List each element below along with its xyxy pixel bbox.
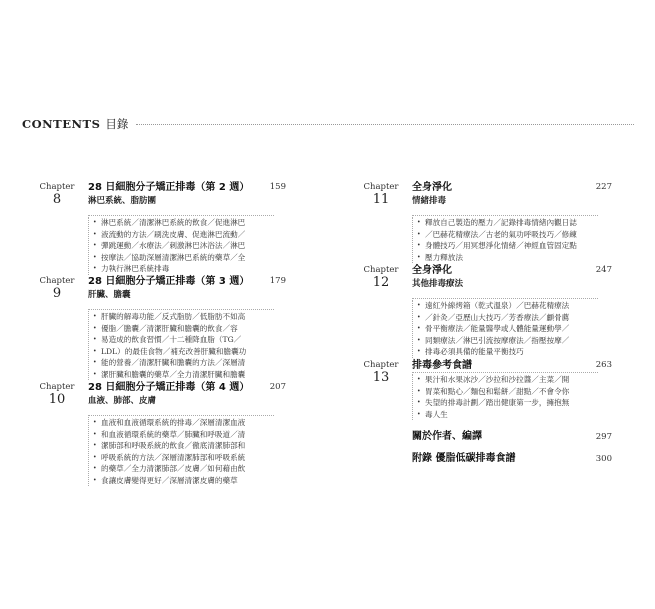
topic-line: • 釋放自己製造的壓力／記錄排毒情緒內觀日誌 [417, 218, 577, 227]
topic-line: • 彈跳運動／水療法／刺激淋巴沐浴法／淋巴 [93, 241, 246, 250]
contents-heading [22, 116, 634, 132]
topic-line: • 肝臟的解毒功能／反式脂肪／低脂肪不如高 [93, 312, 246, 321]
bullet-dot-icon: • [93, 265, 97, 272]
bullet-dot-icon: • [93, 370, 97, 378]
chapter-number: 8 [52, 192, 62, 207]
chapter-page-number: 247 [595, 265, 612, 275]
topic-line: • ／巴赫花精療法／古老的氣功呼吸技巧／修練 [417, 229, 577, 239]
bullet-dot-icon: • [93, 419, 97, 426]
bullet-dot-icon: • [417, 325, 421, 332]
bullet-dot-icon: • [417, 302, 421, 309]
chapter-number: 13 [372, 370, 390, 385]
chapter-subtitle: 情緒排毒 [412, 196, 447, 206]
chapter-page-number: 207 [269, 382, 286, 392]
bullet-dot-icon: • [417, 410, 421, 418]
chapter-title[interactable]: 排毒參考食譜 [412, 360, 472, 371]
appendix-page-number: 300 [595, 454, 612, 464]
chapter-page-number: 263 [595, 360, 612, 370]
topic-line: • 失望的排毒計劃／踏出健康第一步，擁抱無 [417, 398, 570, 407]
about-author-page-number: 297 [595, 432, 612, 442]
topic-line: • 果汁和水果冰沙／沙拉和沙拉醬／主菜／開 [417, 375, 570, 384]
topic-line: • 壓力釋放法 [417, 252, 463, 262]
bullet-dot-icon: • [93, 230, 97, 238]
topic-line: • 優脂／膽囊／清潔肝臟和膽囊的飲食／容 [93, 323, 238, 333]
bullet-dot-icon: • [93, 324, 97, 332]
bullet-dot-icon: • [417, 242, 421, 249]
bullet-dot-icon: • [93, 313, 97, 320]
chapter-title[interactable]: 全身淨化 [412, 265, 452, 276]
entry-dotted-rule [88, 215, 274, 216]
chapter-title[interactable]: 28 日細胞分子矯正排毒（第 4 週） [88, 382, 250, 393]
bullet-dot-icon: • [93, 253, 97, 261]
topic-line: • 能的營養／清潔肝臟和膽囊的方法／深層清 [93, 358, 246, 367]
chapter-label: Chapter [39, 182, 75, 192]
chapter-subtitle: 血液、肺部、皮膚 [88, 396, 157, 406]
toc-entry-about-author[interactable]: 關於作者、編譯 [412, 431, 482, 442]
toc-entry-appendix[interactable]: 附錄 優脂低碳排毒食譜 [412, 453, 516, 464]
topic-line: • 按摩法／協助深層清潔淋巴系統的藥草／全 [93, 252, 246, 262]
topic-line: • 身體技巧／用冥想淨化情緒／神經血管固定點 [417, 241, 577, 250]
chapter-number: 10 [48, 392, 66, 407]
chapter-page-number: 227 [595, 182, 612, 192]
bullet-dot-icon: • [93, 359, 97, 366]
topic-line: • 毒人生 [417, 409, 448, 419]
topic-line: • 淋巴系統／清潔淋巴系統的飲食／促進淋巴 [93, 218, 246, 227]
topic-line: • 易造成的飲食習慣／十二種降血脂（TG／ [93, 335, 242, 344]
topic-line: • 潔肺部和呼吸系統的飲食／徹底清潔肺部和 [93, 441, 246, 450]
chapter-label: Chapter [39, 382, 75, 392]
bullet-dot-icon: • [93, 242, 97, 249]
topic-line: • 血液和血液循環系統的排毒／深層清潔血液 [93, 418, 246, 427]
topic-line: • 呼吸系統的方法／深層清潔肺部和呼吸系統 [93, 452, 246, 462]
topic-line: • LDL）的最佳食物／補充改善肝臟和膽囊功 [93, 346, 247, 356]
entry-dotted-rule [412, 215, 598, 216]
topic-line: • 骨平衡療法／能量醫學或人體能量運動學／ [417, 324, 570, 333]
bullet-dot-icon: • [417, 313, 421, 321]
topic-line: • 遠紅外線烤箱（乾式溫泉）／巴赫花精療法 [417, 301, 570, 310]
entry-dotted-rule [412, 298, 598, 299]
topic-line: • 力執行淋巴系統排毒 [93, 264, 170, 273]
chapter-title[interactable]: 28 日細胞分子矯正排毒（第 2 週） [88, 182, 250, 193]
bullet-dot-icon: • [93, 476, 97, 484]
heading-dotted-rule [136, 124, 634, 125]
chapter-label: Chapter [363, 265, 399, 275]
chapter-topic-list [412, 300, 603, 358]
topic-line: • 排毒必須具備的能量平衡技巧 [417, 347, 524, 356]
bullet-dot-icon: • [93, 347, 97, 355]
chapter-subtitle: 淋巴系統、脂肪團 [88, 196, 157, 206]
bullet-dot-icon: • [417, 230, 421, 238]
bullet-dot-icon: • [93, 336, 97, 343]
bullet-dot-icon: • [417, 387, 421, 395]
chapter-page-number: 159 [269, 182, 286, 192]
chapter-topic-list [88, 311, 279, 380]
topic-line: • 同類療法／淋巴引流按摩療法／指壓按摩／ [417, 335, 570, 345]
chapter-topic-list [412, 217, 603, 263]
chapter-label: Chapter [39, 276, 75, 286]
topic-line: • ／針灸／亞歷山大技巧／芳香療法／顱骨薦 [417, 312, 570, 322]
bullet-dot-icon: • [417, 336, 421, 344]
bullet-dot-icon: • [93, 442, 97, 449]
topic-line: • 和血液循環系統的藥草／肺臟和呼吸道／清 [93, 429, 246, 439]
bullet-dot-icon: • [417, 348, 421, 355]
chapter-number: 9 [52, 286, 62, 301]
chapter-label: Chapter [363, 182, 399, 192]
topic-line: • 潔肝臟和膽囊的藥草／全力清潔肝臟和膽囊 [93, 369, 246, 379]
chapter-number: 12 [372, 275, 390, 290]
topic-line: • 的藥草／全力清潔肺部／皮膚／如何藉由飲 [93, 464, 246, 473]
bullet-dot-icon: • [417, 219, 421, 226]
bullet-dot-icon: • [93, 453, 97, 461]
chapter-topic-list [88, 217, 279, 275]
bullet-dot-icon: • [417, 376, 421, 383]
entry-dotted-rule [88, 415, 274, 416]
bullet-dot-icon: • [93, 219, 97, 226]
entry-dotted-rule [88, 309, 274, 310]
topic-line: • 胃菜和點心／麵包和鬆餅／甜點／不會令你 [417, 386, 570, 396]
bullet-dot-icon: • [93, 465, 97, 472]
bullet-dot-icon: • [93, 430, 97, 438]
topic-line: • 液流動的方法／刷洗皮膚、促進淋巴流動／ [93, 229, 246, 239]
chapter-label: Chapter [363, 360, 399, 370]
chapter-title[interactable]: 28 日細胞分子矯正排毒（第 3 週） [88, 276, 250, 287]
chapter-number: 11 [372, 192, 390, 207]
chapter-title[interactable]: 全身淨化 [412, 182, 452, 193]
chapter-subtitle: 其他排毒療法 [412, 279, 464, 289]
chapter-page-number: 179 [269, 276, 286, 286]
bullet-dot-icon: • [417, 399, 421, 406]
chapter-subtitle: 肝臟、膽囊 [88, 290, 131, 300]
entry-dotted-rule [412, 372, 598, 373]
contents-heading-chinese: 目錄 [105, 117, 129, 131]
chapter-topic-list [88, 417, 279, 486]
contents-heading-english: CONTENTS [22, 117, 101, 131]
topic-line: • 食讓皮膚變得更好／深層清潔皮膚的藥草 [93, 475, 238, 485]
chapter-topic-list [412, 374, 603, 420]
bullet-dot-icon: • [417, 253, 421, 261]
